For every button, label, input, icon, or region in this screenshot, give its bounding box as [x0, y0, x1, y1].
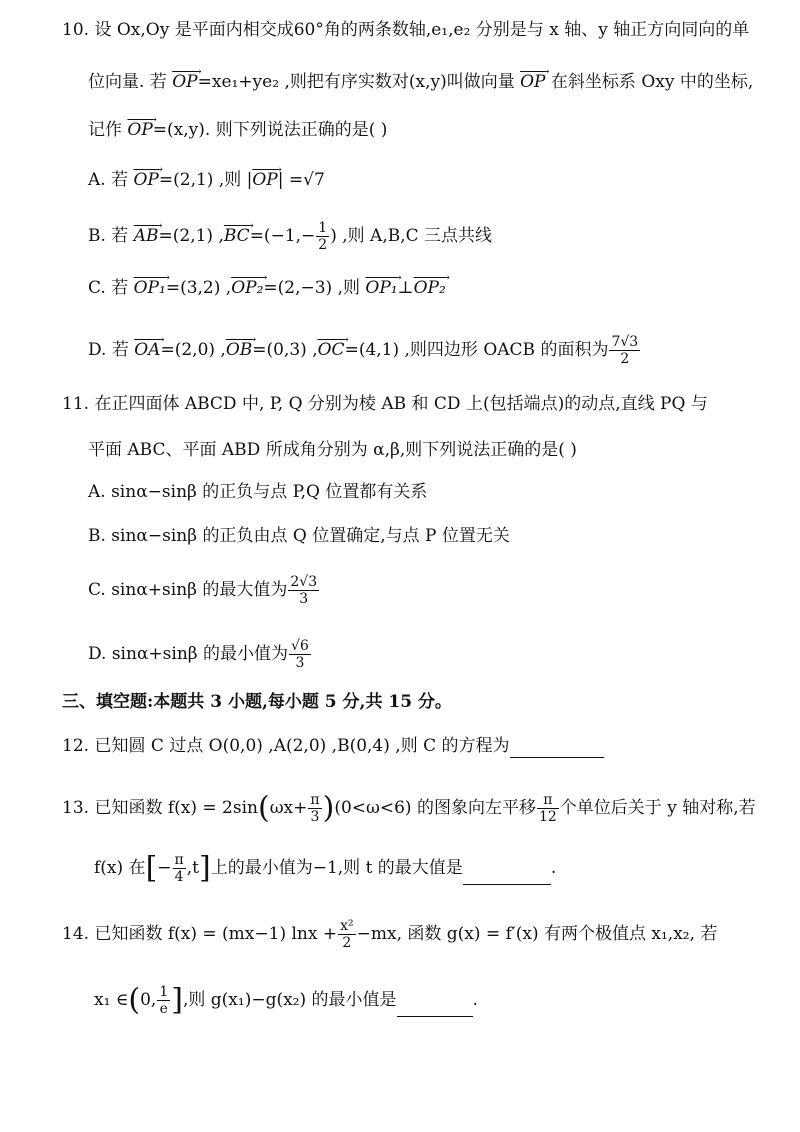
fraction-denominator: 2 — [318, 237, 328, 253]
fraction — [157, 984, 170, 1017]
option-text: C. sinα+sinβ 的最大值为 — [88, 580, 288, 600]
fraction — [316, 220, 329, 253]
q11-line1 — [62, 392, 708, 416]
option-text: D. 若 — [88, 340, 129, 360]
vector-op: $\overline{OP}$ → — [520, 72, 545, 92]
paren-left: ( — [257, 790, 270, 826]
q10-text: 位向量. 若 — [88, 72, 167, 92]
q14-text: 0, — [140, 990, 157, 1010]
q11-option-b — [88, 524, 510, 548]
q10-text: 记作 — [88, 120, 122, 140]
q12-text: 12. 已知圆 C 过点 O(0,0) ,A(2,0) ,B(0,4) ,则 C 的方程为 — [62, 736, 510, 756]
option-text: B. 若 — [88, 226, 129, 246]
q11-option-c — [88, 574, 320, 607]
option-text: A. 若 — [88, 170, 129, 190]
option-text: C. 若 — [88, 278, 129, 298]
q14-text: 14. 已知函数 f(x) = (mx−1) lnx + — [62, 924, 338, 944]
vector-op: $\overline{OP}$ → — [252, 170, 277, 190]
vector-oa: $\overline{OA}$ → — [134, 340, 160, 360]
paren-right: ) — [322, 790, 335, 826]
option-text: B. sinα−sinβ 的正负由点 Q 位置确定,与点 P 位置无关 — [88, 526, 510, 546]
option-text: D. sinα+sinβ 的最小值为 — [88, 644, 289, 664]
fraction-numerator: 2√3 — [290, 574, 318, 590]
vector-op: $\overline{OP}$ → — [127, 120, 152, 140]
q10-text: 在斜坐标系 Oxy 中的坐标, — [550, 72, 754, 92]
vector-bc: $\overline{BC}$ → — [224, 226, 250, 246]
fraction-numerator: 7√3 — [611, 334, 639, 350]
bracket-right: ] — [198, 850, 211, 886]
fraction-numerator: √6 — [291, 638, 309, 654]
perp-symbol: ⊥ — [397, 278, 414, 298]
vector-ob: $\overline{OB}$ → — [226, 340, 252, 360]
fraction — [289, 638, 311, 671]
fraction — [308, 792, 321, 825]
q13-text: f(x) 在 — [94, 858, 146, 878]
q13-line2 — [94, 852, 556, 885]
fraction-denominator: 3 — [295, 655, 305, 671]
vector-op2: OP₂ → — [414, 278, 446, 298]
fraction — [288, 574, 319, 607]
option-text: =(3,2) , — [165, 278, 232, 298]
fraction-denominator: 2 — [620, 351, 630, 367]
vector-oc: $\overline{OC}$ → — [318, 340, 345, 360]
vector-ab: $\overline{AB}$ → — [134, 226, 159, 246]
bracket-right: ] — [171, 982, 183, 1018]
q13-line1 — [62, 792, 756, 825]
q13-text: 13. 已知函数 f(x) = 2sin — [62, 798, 258, 818]
vector-op: $\overline{OP}$ → — [172, 72, 197, 92]
q10-line1 — [62, 18, 749, 42]
q14-line2 — [94, 984, 478, 1017]
answer-blank[interactable] — [510, 739, 604, 758]
q11-stem-text: 11. 在正四面体 ABCD 中, P, Q 分别为棱 AB 和 CD 上(包括端点)的动点,直线 PQ 与 — [62, 394, 708, 414]
q13-text: 个单位后关于 y 轴对称,若 — [559, 798, 756, 818]
fraction — [173, 852, 186, 885]
q13-text: 上的最小值为−1,则 t 的最大值是 — [210, 858, 463, 878]
option-text: =(2,−3) ,则 — [263, 278, 360, 298]
q10-text: =xe₁+ye₂ ,则把有序实数对(x,y)叫做向量 — [197, 72, 515, 92]
q10-line3 — [88, 118, 387, 142]
fraction-numerator: 1 — [318, 220, 328, 236]
q14-text: . — [472, 990, 478, 1010]
fraction-denominator: 3 — [310, 809, 320, 825]
fraction-numerator: x² — [340, 918, 354, 934]
vector-op2: OP₂ → — [231, 278, 263, 298]
option-text: =(2,0) , — [160, 340, 226, 360]
option-text: ) ,则 A,B,C 三点共线 — [330, 226, 493, 246]
option-text: =(4,1) ,则四边形 OACB 的面积为 — [344, 340, 609, 360]
q14-line1 — [62, 918, 717, 951]
fraction-denominator: 3 — [299, 591, 309, 607]
fraction-denominator: 4 — [174, 869, 184, 885]
q10-line2 — [88, 70, 753, 94]
q13-text: . — [550, 858, 557, 878]
paren-left: ( — [128, 982, 141, 1018]
option-text: =(0,3) , — [252, 340, 318, 360]
q10-option-c — [88, 276, 446, 300]
fraction — [609, 334, 640, 367]
q14-text: x₁ ∈ — [94, 990, 129, 1010]
fraction-numerator: 1 — [159, 984, 169, 1000]
q10-text: =(x,y). 则下列说法正确的是( ) — [152, 120, 388, 140]
q14-text: ,则 g(x₁)−g(x₂) 的最小值是 — [182, 990, 397, 1010]
fraction-denominator: e — [159, 1001, 168, 1017]
fraction-denominator: 12 — [538, 809, 557, 825]
fraction-numerator: π — [537, 792, 559, 809]
answer-blank[interactable] — [463, 866, 551, 885]
q11-option-d — [88, 638, 312, 671]
q13-text: (0<ω<6) 的图象向左平移 — [334, 798, 536, 818]
section-title: 三、填空题:本题共 3 小题,每小题 5 分,共 15 分。 — [62, 692, 452, 712]
fraction-denominator: 2 — [342, 935, 352, 951]
fraction-numerator: π — [174, 852, 184, 868]
vector-op1: OP₁ → — [134, 278, 166, 298]
option-text: A. sinα−sinβ 的正负与点 P,Q 位置都有关系 — [88, 482, 428, 502]
fraction — [338, 918, 356, 951]
fraction — [537, 792, 559, 825]
q13-text: ,t — [186, 858, 199, 878]
option-text: | =√7 — [277, 170, 325, 190]
option-text: =(−1,− — [249, 226, 316, 246]
q11-option-a — [88, 480, 427, 504]
bracket-left: [ — [145, 850, 158, 886]
q10-option-b — [88, 220, 492, 253]
vector-op: $\overline{OP}$ → — [134, 170, 159, 190]
vector-op1: OP₁ → — [365, 278, 397, 298]
fraction-numerator: π — [310, 792, 320, 808]
q14-text: −mx, 函数 g(x) = f′(x) 有两个极值点 x₁,x₂, 若 — [356, 924, 718, 944]
option-text: =(2,1) , — [158, 226, 224, 246]
section-heading — [62, 690, 452, 714]
q13-text: ωx+ — [269, 798, 308, 818]
option-text: =(2,1) ,则 | — [158, 170, 253, 190]
q12-line — [62, 734, 604, 758]
q10-option-d — [88, 334, 641, 367]
q13-text: − — [157, 858, 172, 878]
answer-blank[interactable] — [397, 998, 473, 1017]
q11-line2 — [88, 438, 577, 462]
q11-stem-text: 平面 ABC、平面 ABD 所成角分别为 α,β,则下列说法正确的是( ) — [88, 440, 577, 460]
q10-option-a — [88, 168, 325, 192]
q10-stem-text: 10. 设 Ox,Oy 是平面内相交成60°角的两条数轴,e₁,e₂ 分别是与 x 轴、y 轴正方向同向的单 — [62, 20, 750, 40]
